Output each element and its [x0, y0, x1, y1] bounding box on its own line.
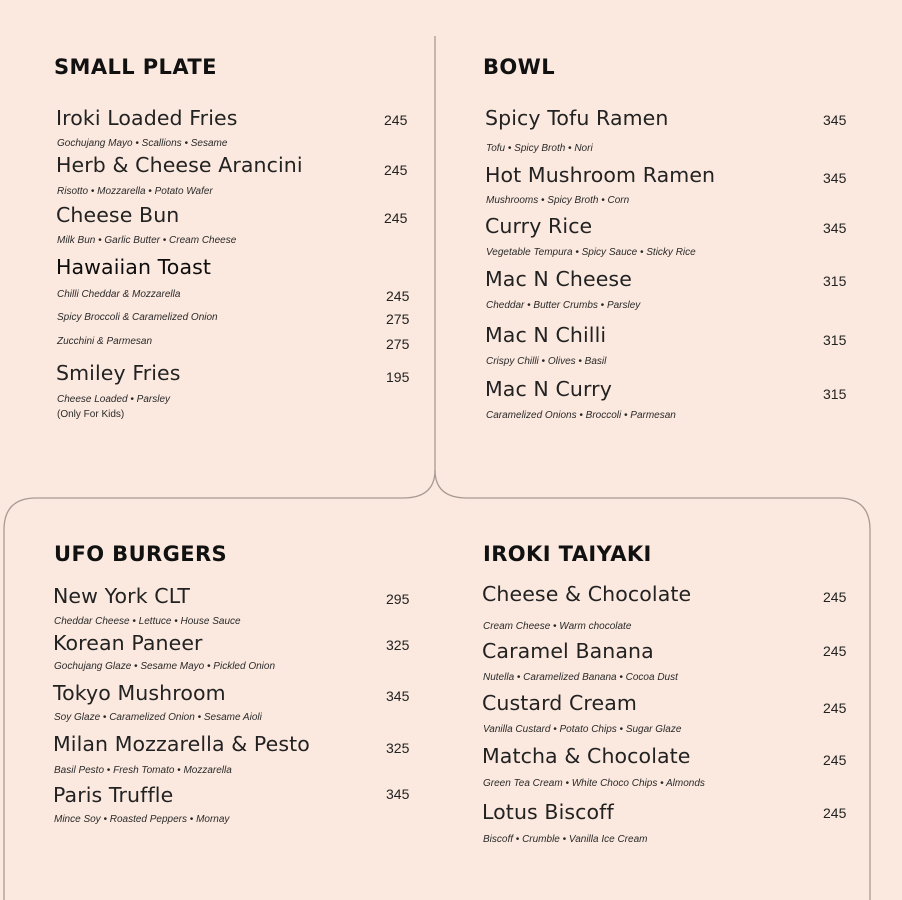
item-name: Iroki Loaded Fries [56, 106, 238, 130]
item-name: Custard Cream [482, 691, 637, 715]
item-name: Tokyo Mushroom [53, 681, 226, 705]
item-name: Caramel Banana [482, 639, 654, 663]
item-description: Cream Cheese • Warm chocolate [483, 621, 632, 632]
section-title: UFO BURGERS [54, 542, 228, 566]
item-name: Lotus Biscoff [482, 800, 614, 824]
item-price: 325 [386, 740, 410, 756]
item-price: 345 [823, 112, 847, 128]
item-note: (Only For Kids) [57, 409, 125, 420]
item-price: 315 [823, 273, 847, 289]
item-description: Vegetable Tempura • Spicy Sauce • Sticky Rice [486, 247, 696, 258]
item-price: 245 [823, 805, 847, 821]
section-title: SMALL PLATE [54, 55, 217, 79]
section-title: BOWL [483, 55, 556, 79]
item-price: 345 [823, 170, 847, 186]
item-price: 245 [384, 210, 408, 226]
variant-description: Spicy Broccoli & Caramelized Onion [57, 312, 218, 323]
item-name: Smiley Fries [56, 361, 181, 385]
item-price: 345 [823, 220, 847, 236]
item-price: 245 [823, 589, 847, 605]
item-description: Soy Glaze • Caramelized Onion • Sesame Aioli [54, 712, 262, 723]
item-name: Mac N Curry [485, 377, 612, 401]
item-name: Hot Mushroom Ramen [485, 163, 716, 187]
item-name: Hawaiian Toast [56, 255, 212, 279]
item-description: Milk Bun • Garlic Butter • Cream Cheese [57, 235, 237, 246]
section-title: IROKI TAIYAKI [483, 542, 652, 566]
item-description: Gochujang Glaze • Sesame Mayo • Pickled Onion [54, 661, 276, 672]
item-description: Mince Soy • Roasted Peppers • Mornay [54, 814, 230, 825]
item-price: 245 [384, 162, 408, 178]
item-description: Mushrooms • Spicy Broth • Corn [486, 195, 630, 206]
variant-price: 275 [386, 336, 410, 352]
item-price: 245 [823, 643, 847, 659]
item-price: 315 [823, 332, 847, 348]
item-name: Matcha & Chocolate [482, 744, 691, 768]
item-name: Herb & Cheese Arancini [56, 153, 303, 177]
item-name: Milan Mozzarella & Pesto [53, 732, 310, 756]
item-name: Mac N Cheese [485, 267, 632, 291]
item-name: Curry Rice [485, 214, 593, 238]
item-price: 315 [823, 386, 847, 402]
item-name: New York CLT [53, 584, 191, 608]
item-description: Gochujang Mayo • Scallions • Sesame [57, 138, 228, 149]
item-description: Cheddar • Butter Crumbs • Parsley [486, 300, 641, 311]
item-price: 345 [386, 786, 410, 802]
item-description: Basil Pesto • Fresh Tomato • Mozzarella [54, 765, 232, 776]
item-price: 245 [823, 700, 847, 716]
item-description: Vanilla Custard • Potato Chips • Sugar Glaze [483, 724, 682, 735]
item-name: Cheese & Chocolate [482, 582, 692, 606]
item-description: Biscoff • Crumble • Vanilla Ice Cream [483, 834, 648, 845]
item-description: Crispy Chilli • Olives • Basil [486, 356, 607, 367]
item-price: 195 [386, 369, 410, 385]
item-description: Cheddar Cheese • Lettuce • House Sauce [54, 616, 241, 627]
item-description: Tofu • Spicy Broth • Nori [486, 143, 593, 154]
item-name: Mac N Chilli [485, 323, 607, 347]
item-description: Green Tea Cream • White Choco Chips • Almonds [483, 778, 705, 789]
item-description: Cheese Loaded • Parsley [57, 394, 171, 405]
item-description: Nutella • Caramelized Banana • Cocoa Dust [483, 672, 678, 683]
item-price: 245 [384, 112, 408, 128]
item-description: Caramelized Onions • Broccoli • Parmesan [486, 410, 676, 421]
item-price: 345 [386, 688, 410, 704]
variant-price: 275 [386, 311, 410, 327]
item-name: Cheese Bun [56, 203, 180, 227]
item-name: Korean Paneer [53, 631, 203, 655]
variant-price: 245 [386, 288, 410, 304]
item-name: Spicy Tofu Ramen [485, 106, 669, 130]
item-description: Risotto • Mozzarella • Potato Wafer [57, 186, 213, 197]
item-name: Paris Truffle [53, 783, 174, 807]
item-price: 295 [386, 591, 410, 607]
variant-description: Zucchini & Parmesan [57, 336, 153, 347]
item-price: 245 [823, 752, 847, 768]
item-price: 325 [386, 637, 410, 653]
variant-description: Chilli Cheddar & Mozzarella [57, 289, 181, 300]
